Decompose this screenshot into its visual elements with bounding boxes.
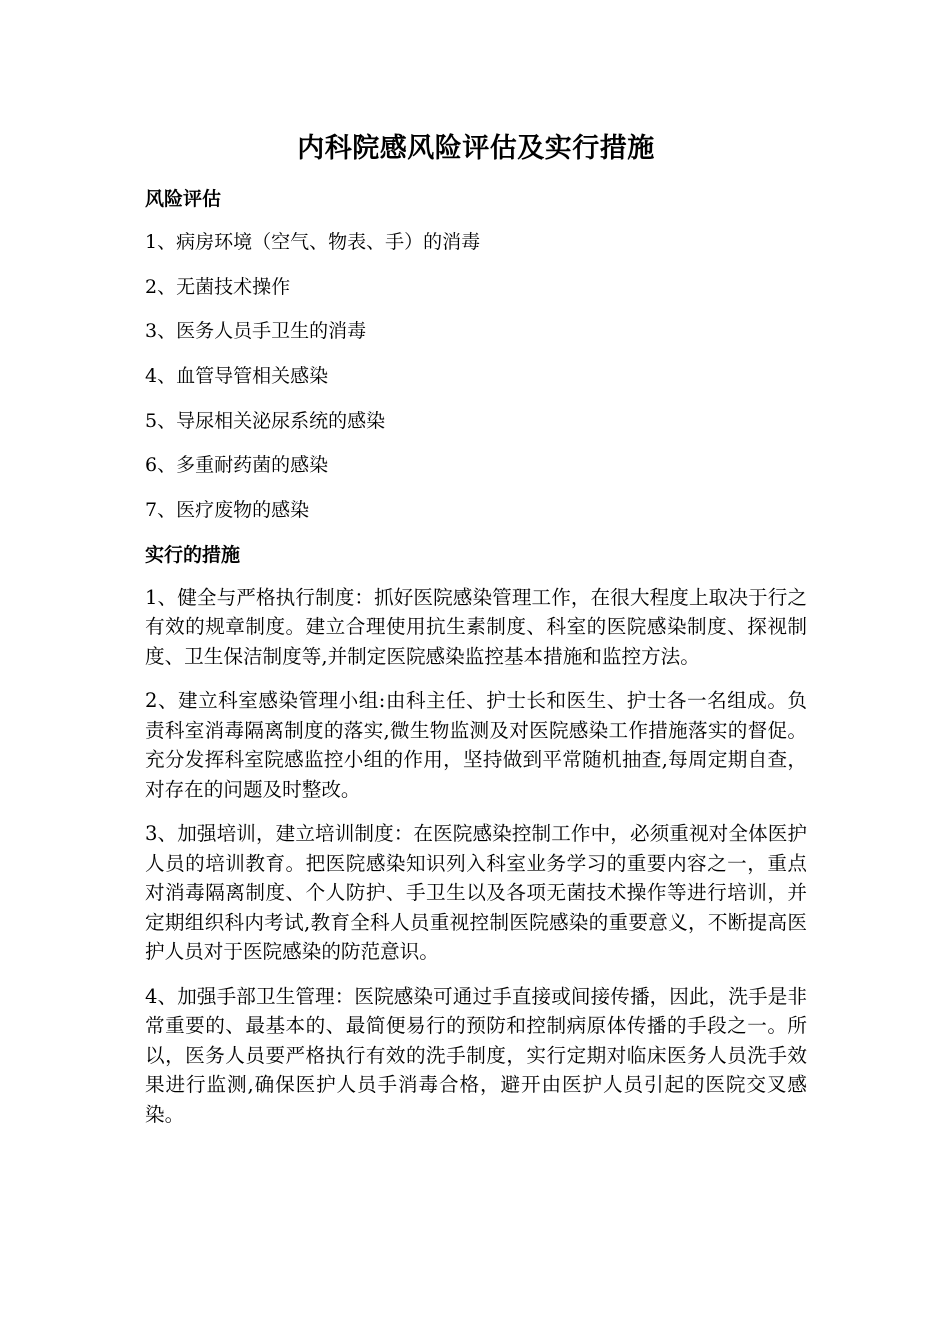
risk-item: 7、医疗废物的感染 [145, 499, 310, 522]
risk-assessment-heading: 风险评估 [145, 188, 222, 210]
risk-item: 5、导尿相关泌尿系统的感染 [145, 409, 386, 432]
document-page [145, 126, 807, 1144]
measure-paragraph: 4、加强手部卫生管理：医院感染可通过手直接或间接传播，因此，洗手是非常重要的、最基本的、最简便易行的预防和控制病原体传播的手段之一。所以，医务人员要严格执行有效的洗手制度，实行定期对临床医务人员洗手效果进行监测,确保医护人员手消毒合格，避开由医护人员引起的医院交叉感染。 [145, 984, 807, 1126]
risk-item: 2、无菌技术操作 [145, 275, 291, 298]
document-title: 内科院感风险评估及实行措施 [297, 133, 655, 164]
measure-paragraph: 3、加强培训，建立培训制度：在医院感染控制工作中，必须重视对全体医护人员的培训教育。把医院感染知识列入科室业务学习的重要内容之一，重点对消毒隔离制度、个人防护、手卫生以及各项无菌技术操作等进行培训，并定期组织科内考试,教育全科人员重视控制医院感染的重要意义，不断提高医护人员对于医院感染的防范意识。 [145, 822, 807, 964]
risk-item: 1、病房环境（空气、物表、手）的消毒 [145, 231, 481, 253]
risk-item: 3、医务人员手卫生的消毒 [145, 320, 367, 343]
measures-heading: 实行的措施 [145, 543, 241, 566]
risk-item-list [145, 227, 807, 525]
risk-item: 4、血管导管相关感染 [145, 365, 329, 388]
risk-item: 6、多重耐药菌的感染 [145, 454, 329, 477]
measure-paragraph: 2、建立科室感染管理小组:由科主任、护士长和医生、护士各一名组成。负责科室消毒隔离制度的落实,微生物监测及对医院感染工作措施落实的督促。充分发挥科室院感监控小组的作用，坚持做到平常随机抽查,每周定期自查，对存在的问题及时整改。 [145, 689, 807, 801]
measure-paragraph: 1、健全与严格执行制度：抓好医院感染管理工作，在很大程度上取决于行之有效的规章制度。建立合理使用抗生素制度、科室的医院感染制度、探视制度、卫生保洁制度等,并制定医院感染监控基本措施和监控方法。 [145, 585, 807, 668]
measures-paragraph-list [145, 583, 807, 1130]
